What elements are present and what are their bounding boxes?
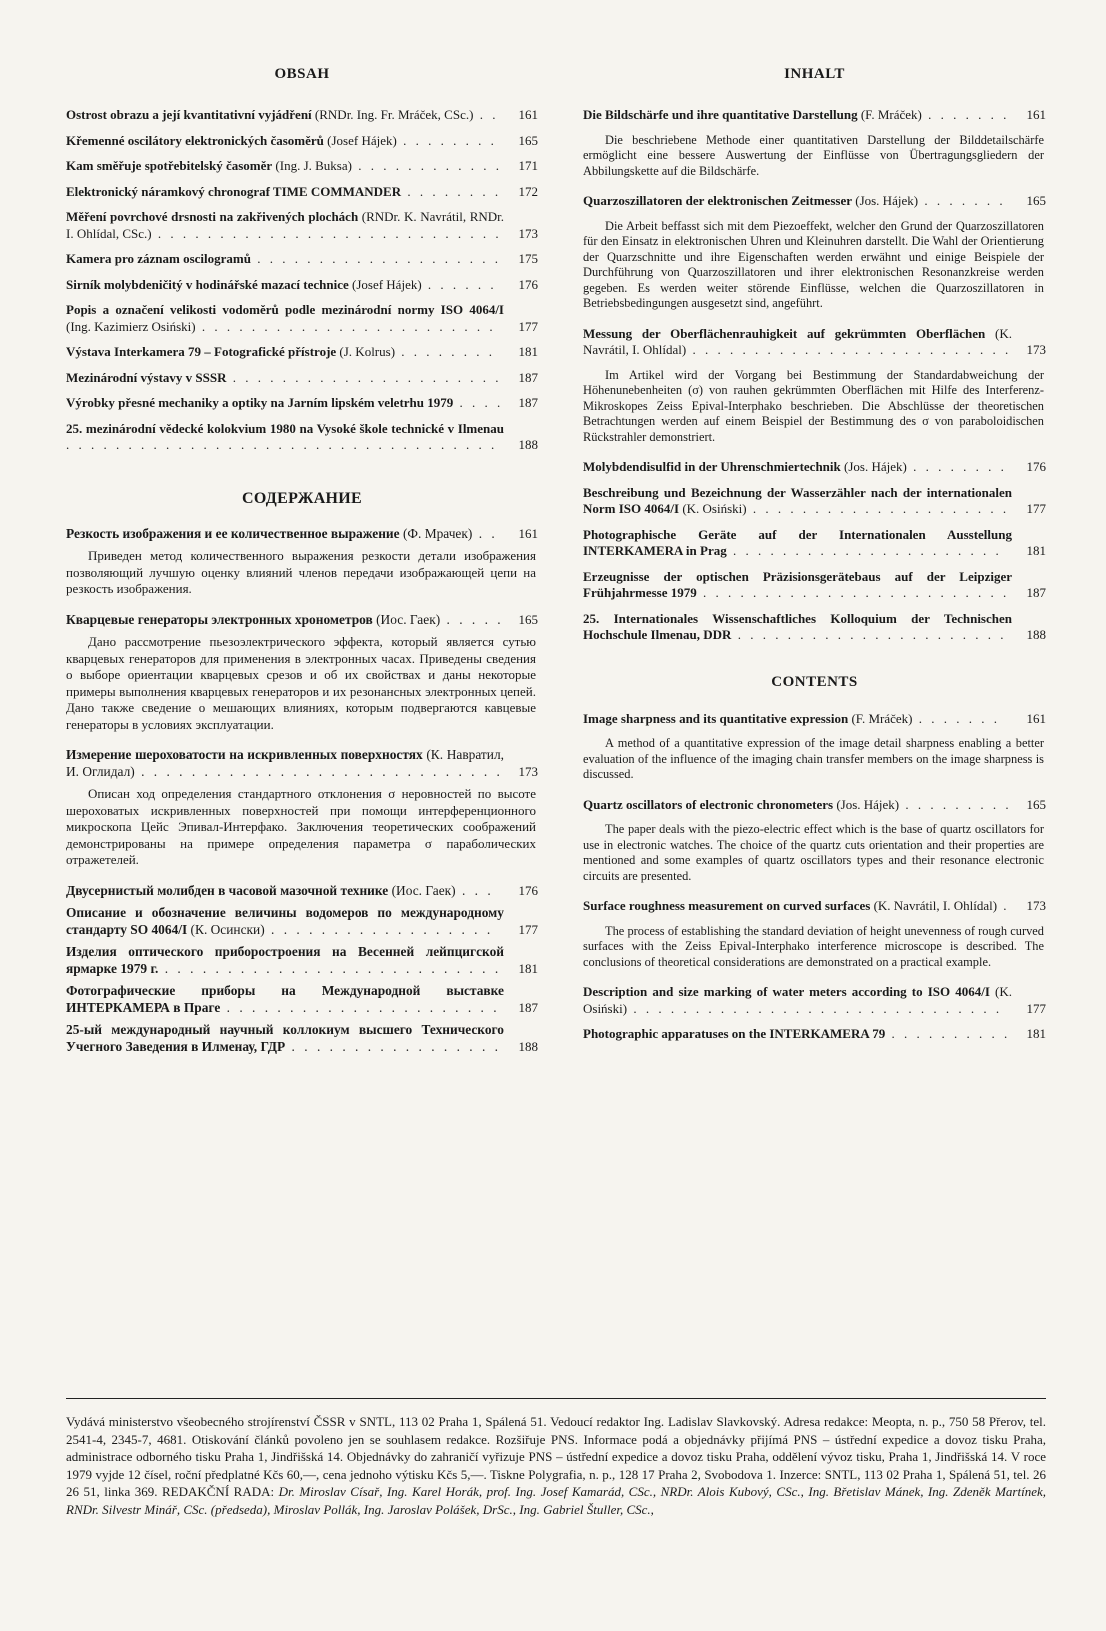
entry-title: Ostrost obrazu a její kvantitativní vyjádření — [66, 107, 312, 122]
entry-title: Описание и обозначение величины водомеров по международному стандарту SO 4064/I — [66, 905, 504, 937]
entry-title: Křemenné oscilátory elektronických časoměrů — [66, 132, 324, 148]
toc-entry — [66, 209, 538, 242]
entry-title: Резкость изображения и ее количественное выражение — [66, 525, 400, 541]
toc-entry — [66, 344, 538, 361]
page-number: 161 — [518, 107, 538, 122]
page-number: 165 — [518, 611, 538, 627]
entry-abstract: Приведен метод количественного выражения резкости детали изображения позволяющий лучшую оценку влияний членов передачи изображающей цепи на резкость изображения. — [66, 548, 536, 596]
toc-entry — [66, 302, 538, 335]
dot-leader: . . . . . . . — [921, 107, 1010, 122]
toc-entry — [66, 133, 538, 150]
toc-entry — [583, 326, 1046, 359]
page-number: 173 — [1026, 898, 1046, 913]
page-number: 176 — [1026, 459, 1046, 474]
english-heading: CONTENTS — [771, 673, 858, 690]
entry-title: Výstava Interkamera 79 – Fotografické přístroje — [66, 344, 337, 359]
dot-leader: . . — [473, 107, 499, 122]
dot-leader: . . . . . . . . . . . . . . . . . . . . . . . . . . . . — [151, 225, 502, 241]
page-number: 165 — [1026, 796, 1046, 812]
entry-title: Фотографические приборы на Международной выставке ИНТЕРКАМЕРА в Праге — [66, 983, 504, 1015]
entry-title: Photographic apparatuses on the INTERKAMERA 79 — [583, 1026, 886, 1041]
toc-entry — [66, 421, 538, 454]
entry-title: Měření povrchové drsnosti na zakřivených plochách — [66, 209, 359, 224]
entry-abstract: A method of a quantitative expression of the image detail sharpness enabling a better evaluation of the influence of the imaging chain transfer members on the image sharpness is discussed. — [583, 736, 1044, 781]
dot-leader: . . . . . . . . . . . . . . . . . . . . . . . . . . . . . — [134, 763, 503, 779]
entry-title: Quarzoszillatoren der elektronischen Zeitmesser — [583, 193, 852, 208]
dot-leader: . . . . . . . . — [401, 183, 502, 199]
toc-entry — [583, 1026, 1046, 1043]
toc-entry — [66, 107, 538, 124]
toc-entry — [66, 184, 538, 201]
entry-abstract: The paper deals with the piezo-electric effect which is the base of quartz oscillators for use in electronic watches. The choice of the quartz cuts orientation and their properties are mentioned and some examples of quartz oscillators types and their resonance electronic circuits are presented. — [583, 822, 1044, 883]
toc-entry — [66, 747, 538, 780]
page-number: 176 — [518, 276, 538, 292]
russian-toc — [66, 526, 538, 1056]
toc-entry — [66, 395, 538, 412]
page-number: 188 — [1026, 627, 1046, 642]
entry-abstract: Die Arbeit beffasst sich mit dem Piezoeffekt, welcher den Grund der Quarzoszillatoren für den Einsatz in elektronischen Uhren und Kleinuhren darstellt. Die Wahl der Orientierung der Quarzschnitte und ihre Eigenschaften werden erwähnt und einige Beispiele der Durchführung von Quarzoszillatoren und ihrer elektronischen Resonanzkreise werden gegeben. Es werden weiter störende Einflüsse, welchen die Quarzoszillatoren in Betriebsbedingungen ausgesetzt sind, angeführt. — [583, 218, 1044, 310]
entry-author: (Иос. Гаек) — [372, 611, 441, 627]
page-number: 177 — [518, 921, 538, 937]
entry-author: (Ing. J. Buksa) — [272, 158, 352, 173]
entry-author: (Иос. Гаек) — [388, 882, 456, 898]
entry-author: (F. Mráček) — [848, 710, 913, 726]
entry-title: Erzeugnisse der optischen Präzisionsgerätebaus auf der Leipziger Frühjahrmesse 1979 — [583, 568, 1012, 600]
editorial-board-label: REDAKČNÍ RADA: — [161, 1484, 275, 1500]
dot-leader: . . . . . . . . . . . . . . . . . . . . . . — [220, 999, 500, 1015]
dot-leader: . . . . . . . . . . . . . . . . . . . . . . . . . . . . . . — [627, 1000, 1003, 1016]
dot-leader: . . . . . . . . . . . . — [351, 158, 502, 173]
page-number: 176 — [518, 882, 538, 898]
page-number: 181 — [1026, 543, 1046, 558]
right-column — [583, 66, 1046, 1052]
page-number: 181 — [518, 344, 538, 359]
toc-entry — [583, 485, 1046, 518]
page-number: 161 — [1026, 710, 1046, 726]
entry-title: Beschreibung und Bezeichnung der Wasserzähler nach der internationalen Norm ISO 4064/I — [583, 484, 1012, 516]
dot-leader: . . . . . . . . . . . . . . . . . — [285, 1038, 502, 1054]
entry-title: Messung der Oberflächenrauhigkeit auf gekrümmten Oberflächen — [583, 325, 986, 341]
dot-leader: . . . . . . . . — [906, 459, 1007, 474]
german-toc — [583, 107, 1046, 644]
entry-author: (Josef Hájek) — [348, 276, 422, 292]
entry-title: Двусернистый молибден в часовой мазочной технике — [66, 882, 389, 898]
toc-entry — [66, 158, 538, 175]
entry-title: Výrobky přesné mechaniky a optiky na Jarním lipském veletrhu 1979 — [66, 395, 454, 410]
entry-author: (К. Навратил, И. Оглидал) — [66, 747, 504, 779]
imprint-footer — [66, 1413, 1046, 1519]
dot-leader: . . . — [455, 882, 494, 898]
imprint-text: Vydává ministerstvo všeobecného strojírenství ČSSR v SNTL, 113 02 Praha 1, Spálená 51. Vedoucí redaktor Ing. Ladislav Slavkovský. Adresa redakce: Meopta, n. p., 750 58 Přerov, tel. 2541-4, 2345-7, 4681. Otiskování článků povoleno jen se souhlasem redakce. Rozšiřuje PNS. Informace podá a objednávky přijímá PNS – ústřední expedice a dovoz tisku Praha, administrace odborného tisku Praha 1, Jindřišská 14. Objednávky do zahraničí vyřizuje PNS – ústřední expedice a dovoz tisku Praha, oddělení vývoz tisku, Praha 1, Jindřišská 14. V roce 1979 vyjde 12 čísel, roční předplatné Kčs 60,—, cena jednoho výtisku Kčs 5,—. Tiskne Polygrafia, n. p., 128 17 Praha 2, Svobodova 1. Inzerce: SNTL, 113 02 Praha 1, Spálená 51, tel. 26 26 51, linka 369. — [66, 1414, 1046, 1500]
page-number: 165 — [1026, 193, 1046, 208]
russian-heading: СОДЕРЖАНИЕ — [241, 489, 363, 507]
page-number: 188 — [518, 437, 538, 452]
dot-leader: . . . . . . . — [918, 193, 1006, 208]
dot-leader: . . . . . . . . . . . . . . . . . . . . . . . . . . . — [158, 960, 502, 976]
page-number: 181 — [1026, 1026, 1046, 1041]
left-column — [66, 66, 538, 1061]
entry-title: Surface roughness measurement on curved surfaces — [583, 898, 871, 913]
entry-title: Popis a označení velikosti vodoměrů podle mezinárodní normy ISO 4064/I — [66, 302, 504, 317]
page-number: 188 — [518, 1038, 538, 1054]
entry-author: (K. Navrátil, I. Ohlídal) — [583, 325, 1012, 357]
toc-entry — [66, 370, 538, 387]
entry-author: (RNDr. K. Navrátil, RNDr. I. Ohlídal, CSc.) — [66, 209, 504, 241]
toc-entry — [583, 193, 1046, 210]
toc-entry — [583, 984, 1046, 1017]
toc-entry — [583, 711, 1046, 728]
entry-title: 25. Internationales Wissenschaftliches Kolloquium der Technischen Hochschule Ilmenau, DDR — [583, 610, 1012, 642]
page-number: 171 — [518, 158, 538, 173]
czech-heading: OBSAH — [274, 66, 330, 82]
page-number: 172 — [518, 183, 538, 199]
entry-title: Измерение шероховатости на искривленных поверхностях — [66, 747, 423, 762]
page-number: 173 — [1026, 342, 1046, 357]
entry-author: (Jos. Hájek) — [833, 796, 900, 812]
dot-leader: . . . . . . . . . . . . . . . . . . — [264, 921, 494, 937]
entry-author: (Jos. Hájek) — [851, 193, 919, 208]
page-number: 177 — [518, 318, 538, 334]
page-number: 173 — [518, 763, 538, 779]
toc-entry — [583, 898, 1046, 915]
entry-title: 25. mezinárodní vědecké kolokvium 1980 na Vysoké škole technické v Ilmenau — [66, 420, 504, 436]
entry-title: Image sharpness and its quantitative expression — [583, 710, 849, 726]
page-number: 165 — [518, 132, 538, 148]
entry-author: (К. Осински) — [187, 921, 265, 937]
entry-title: Kamera pro záznam oscilogramů — [66, 251, 251, 266]
toc-entry — [66, 526, 538, 543]
page-number: 187 — [518, 369, 538, 385]
dot-leader: . . . . . . . . . . . . . . . . . . . . . . — [226, 369, 502, 385]
entry-title: Кварцевые генераторы электронных хронометров — [66, 611, 373, 627]
dot-leader: . . . . . . . . . . — [885, 1026, 1011, 1041]
toc-entry — [583, 459, 1046, 476]
page-number: 161 — [1026, 107, 1046, 122]
dot-leader: . . . . . . . . . . . . . . . . . . . . . . — [726, 543, 1002, 558]
entry-title: Photographische Geräte auf der Internationalen Ausstellung INTERKAMERA in Prag — [583, 526, 1012, 558]
toc-entry — [583, 611, 1046, 644]
entry-title: Sirník molybdeničitý v hodinářské mazací technice — [66, 276, 349, 292]
entry-author: (J. Kolrus) — [336, 344, 396, 359]
entry-author: (K. Osiński) — [583, 984, 1013, 1016]
entry-author: (F. Mráček) — [857, 107, 922, 122]
toc-entry — [66, 905, 538, 938]
entry-abstract: Дано рассмотрение пьезоэлектрического эффекта, который является сутью кварцевых генераторов для применения в электронных часах. Приведены сведения о выборе ориентации кварцевых срезов и об их свойствах и даны некоторые примеры выполнения кварцевых генераторов и их резонансных электронных цепей. Дано также сведение о мешающих влияниях, которым подвергаются кавцевые генераторы в условиях эксплуатации. — [66, 634, 536, 732]
page-number: 187 — [518, 999, 538, 1015]
toc-entry — [66, 883, 538, 900]
dot-leader: . . . . . . — [421, 276, 497, 292]
dot-leader: . . . . . . . . . . . . . . . . . . . . . . . . — [195, 318, 496, 334]
entry-author: (K. Osiński) — [679, 501, 747, 516]
entry-title: Mezinárodní výstavy v SSSR — [66, 369, 227, 385]
toc-entry — [66, 983, 538, 1016]
toc-entry — [66, 277, 538, 294]
dot-leader: . . . . . . . . . . . . . . . . . . . . . . . . . . . . . . . . . . . — [66, 437, 498, 452]
entry-author: (Ф. Мрачек) — [399, 525, 473, 541]
page-number: 175 — [518, 251, 538, 266]
page-number: 187 — [1026, 585, 1046, 600]
page-number: 177 — [1026, 501, 1046, 516]
entry-title: Elektronický náramkový chronograf TIME COMMANDER — [66, 183, 402, 199]
entry-title: Die Bildschärfe und ihre quantitative Darstellung — [583, 107, 858, 122]
entry-title: Kam směřuje spotřebitelský časoměr — [66, 158, 273, 173]
dot-leader: . . . . . . . — [912, 710, 1001, 726]
dot-leader: . — [997, 898, 1010, 913]
entry-title: Изделия оптического приборостроения на Весенней лейпцигской ярмарке 1979 г. — [66, 944, 504, 976]
english-toc — [583, 711, 1046, 1043]
toc-entry — [583, 527, 1046, 560]
page-number: 161 — [518, 525, 538, 541]
entry-abstract: Im Artikel wird der Vorgang bei Bestimmung der Standardabweichung der Höhenunebenheiten (σ) von rauhen gekrümmten Oberflächen mit Hilfe des Interferenz-Mikroskopes Zeiss Epival-Interphako beschrieben. Die Abschlüsse der theoretischen Betrachtungen werden auf einem Beispiel der Bestimmung des σ von paraboloidischen Rückstrahler demonstriert. — [583, 367, 1044, 444]
entry-abstract: Die beschriebene Methode einer quantitativen Darstellung der Bilddetailschärfe ermöglicht eine bessere Auswertung der Einflüsse von Übertragungsgliedern der Abbilungskette auf die Bildschärfe. — [583, 132, 1044, 178]
dot-leader: . . . . — [453, 395, 504, 410]
dot-leader: . . . . . . . . — [395, 344, 496, 359]
dot-leader: . . . . . . . . — [396, 132, 497, 148]
page-number: 173 — [518, 225, 538, 241]
entry-abstract: Описан ход определения стандартного отклонения σ неровностей по высоте шероховатых искривленных поверхностей при помощи интерференционного микроскопа Цейс Эпивал-Интерфако. Заключения теоретических соображений демонстрированы на примере определения параметра σ параболических отражетелей. — [66, 786, 536, 867]
dot-leader: . . . . . . . . . . . . . . . . . . . . . — [746, 501, 1010, 516]
dot-leader: . . . . . . . . . . . . . . . . . . . . — [250, 251, 501, 266]
dot-leader: . . . . . — [440, 611, 504, 627]
entry-author: (K. Navrátil, I. Ohlídal) — [870, 898, 998, 913]
dot-leader: . . . . . . . . . . . . . . . . . . . . . . . . . — [696, 585, 1010, 600]
entry-author: (Ing. Kazimierz Osiński) — [66, 318, 196, 334]
dot-leader: . . — [472, 525, 498, 541]
german-heading: INHALT — [784, 66, 845, 82]
entry-title: Molybdendisulfid in der Uhrenschmiertechnik — [583, 459, 841, 474]
toc-entry — [66, 612, 538, 629]
entry-author: (Josef Hájek) — [323, 132, 397, 148]
toc-entry — [583, 569, 1046, 602]
entry-title: Description and size marking of water meters according to ISO 4064/I — [583, 984, 990, 999]
dot-leader: . . . . . . . . . . . . . . . . . . . . . . . . . . — [686, 342, 1012, 357]
entry-author: (Jos. Hájek) — [840, 459, 907, 474]
toc-entry — [66, 944, 538, 977]
entry-author: (RNDr. Ing. Fr. Mráček, CSc.) — [311, 107, 474, 122]
toc-entry — [66, 251, 538, 268]
page-number: 187 — [518, 395, 538, 410]
toc-entry — [66, 1022, 538, 1055]
entry-title: Quartz oscillators of electronic chronometers — [583, 796, 834, 812]
editorial-board-members: Dr. Miroslav Císař, Ing. Karel Horák, prof. Ing. Josef Kamarád, CSc., NRDr. Alois Kubový, CSc., Ing. Břetislav Mánek, Ing. Zdeněk Martínek, RNDr. Silvestr Minář, CSc. (předseda), Miroslav Pollák, Ing. Jaroslav Polášek, DrSc., Ing. Gabriel Štuller, CSc., — [66, 1484, 1046, 1517]
entry-title: 25-ый международный научный коллокиум высшего Технического Учегного Заведения в Илменау, ГДР — [66, 1022, 504, 1054]
dot-leader: . . . . . . . . . — [899, 796, 1012, 812]
toc-entry — [583, 107, 1046, 124]
entry-abstract: The process of establishing the standard deviation of height unevenness of rough curved surfaces with the Zeiss Epival-Interphako interference microscope is described. The conclusions of theoretical considerations are demonstrated on a practical example. — [583, 923, 1044, 969]
page-number: 177 — [1026, 1000, 1046, 1016]
czech-toc — [66, 107, 538, 454]
dot-leader: . . . . . . . . . . . . . . . . . . . . . . — [731, 627, 1007, 642]
footer-divider — [66, 1398, 1046, 1399]
page-number: 181 — [518, 960, 538, 976]
toc-entry — [583, 797, 1046, 814]
